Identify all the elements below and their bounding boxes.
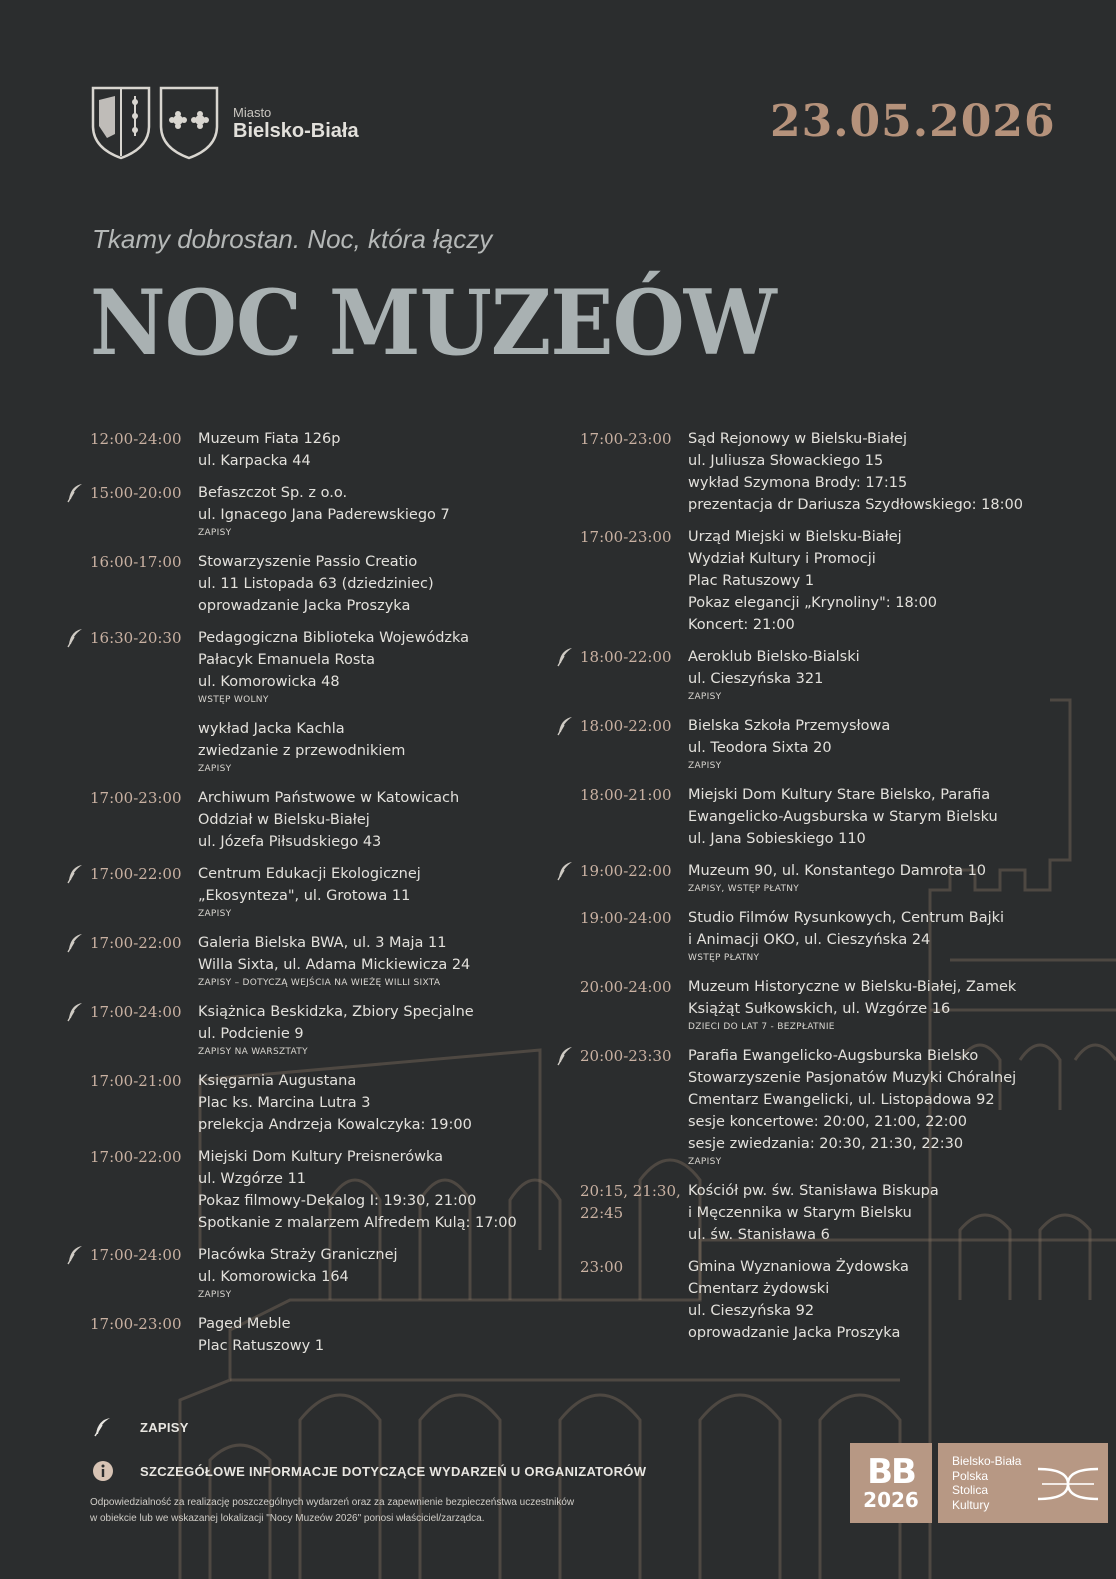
schedule-entry bbox=[66, 627, 506, 708]
entry-details bbox=[198, 1244, 506, 1303]
entry-line: zwiedzanie z przewodnikiem bbox=[198, 743, 406, 759]
entry-line: Cmentarz żydowski bbox=[688, 1281, 830, 1297]
entry-line: Plac ks. Marcina Lutra 3 bbox=[198, 1095, 371, 1111]
entry-details bbox=[688, 526, 1026, 636]
entry-line: prelekcja Andrzeja Kowalczyka: 19:00 bbox=[198, 1117, 472, 1133]
schedule-entry bbox=[556, 428, 1026, 516]
feather-icon bbox=[556, 1046, 574, 1066]
city-label-small: Miasto bbox=[233, 104, 272, 120]
entry-time: 20:00-23:30 bbox=[580, 1047, 672, 1065]
entry-icon-slot bbox=[556, 976, 580, 1035]
entry-note: ZAPISY bbox=[688, 692, 722, 702]
entry-line: Pedagogiczna Biblioteka Wojewódzka bbox=[198, 630, 470, 646]
entry-details bbox=[688, 1256, 1026, 1344]
entry-details bbox=[198, 551, 506, 617]
badge-line: Kultury bbox=[952, 1497, 990, 1512]
entry-line: Koncert: 21:00 bbox=[688, 617, 795, 633]
entry-details bbox=[688, 907, 1026, 966]
entry-details bbox=[198, 932, 506, 991]
entry-icon-slot bbox=[556, 1256, 580, 1344]
entry-time: 18:00-22:00 bbox=[580, 717, 672, 735]
entry-icon-slot bbox=[66, 482, 90, 541]
schedule-entry bbox=[556, 1256, 1026, 1344]
schedule-left-column bbox=[66, 428, 517, 1367]
schedule-entry bbox=[66, 1313, 506, 1357]
entry-time: 18:00-21:00 bbox=[580, 786, 672, 804]
entry-note: ZAPISY – DOTYCZĄ WEJŚCIA NA WIEŻĘ WILLI SIXTA bbox=[198, 978, 441, 988]
entry-details bbox=[688, 784, 1026, 850]
bb-2026-logo[interactable] bbox=[850, 1443, 932, 1523]
feather-icon bbox=[66, 483, 84, 503]
entry-icon-slot bbox=[556, 526, 580, 636]
schedule-entry bbox=[556, 784, 1026, 850]
schedule-entry bbox=[556, 1045, 1026, 1170]
entry-line: wykład Jacka Kachla bbox=[198, 721, 345, 737]
entry-details bbox=[688, 646, 1026, 705]
entry-line: „Ekosynteza", ul. Grotowa 11 bbox=[198, 888, 411, 904]
entry-line: Muzeum 90, ul. Konstantego Damrota 10 bbox=[688, 863, 987, 879]
entry-note: ZAPISY bbox=[688, 761, 722, 771]
entry-time bbox=[90, 718, 198, 777]
entry-line: ul. Teodora Sixta 20 bbox=[688, 740, 832, 756]
entry-time: 17:00-23:00 bbox=[90, 1315, 182, 1333]
entry-line: Archiwum Państwowe w Katowicach bbox=[198, 790, 460, 806]
entry-icon-slot bbox=[66, 428, 90, 472]
capital-of-culture-badge[interactable] bbox=[938, 1443, 1108, 1523]
entry-line: Placówka Straży Granicznej bbox=[198, 1247, 398, 1263]
entry-icon-slot bbox=[66, 1001, 90, 1060]
entry-note: ZAPISY bbox=[198, 1290, 232, 1300]
entry-line: Urząd Miejski w Bielsku-Białej bbox=[688, 529, 902, 545]
entry-details bbox=[688, 715, 1026, 774]
entry-note: ZAPISY, WSTĘP PŁATNY bbox=[688, 884, 800, 894]
entry-line: Willa Sixta, ul. Adama Mickiewicza 24 bbox=[198, 957, 471, 973]
entry-line: Befaszczot Sp. z o.o. bbox=[198, 485, 348, 501]
entry-line: ul. Jana Sobieskiego 110 bbox=[688, 831, 866, 847]
bb-logo-year: 2026 bbox=[863, 1488, 919, 1512]
feather-icon bbox=[66, 933, 84, 953]
entry-line: ul. Komorowicka 164 bbox=[198, 1269, 349, 1285]
entry-line: ul. Juliusza Słowackiego 15 bbox=[688, 453, 884, 469]
page-title: NOC MUZEÓW bbox=[90, 270, 776, 376]
schedule-entry bbox=[66, 1146, 517, 1234]
entry-line: Stowarzyszenie Pasjonatów Muzyki Chóralnej bbox=[688, 1070, 1017, 1086]
entry-line: ul. Cieszyńska 92 bbox=[688, 1303, 815, 1319]
schedule-right-column bbox=[556, 428, 1026, 1354]
info-icon bbox=[92, 1460, 114, 1482]
entry-line: Wydział Kultury i Promocji bbox=[688, 551, 876, 567]
entry-line: ul. Cieszyńska 321 bbox=[688, 671, 824, 687]
entry-line: prezentacja dr Dariusza Szydłowskiego: 18:00 bbox=[688, 497, 1023, 513]
entry-details bbox=[198, 627, 506, 708]
weave-icon bbox=[1036, 1461, 1100, 1507]
entry-details bbox=[688, 1045, 1026, 1170]
entry-line: Paged Meble bbox=[198, 1316, 291, 1332]
entry-icon-slot bbox=[66, 1070, 90, 1136]
schedule-entry bbox=[66, 428, 506, 472]
entry-line: ul. Komorowicka 48 bbox=[198, 674, 340, 690]
city-logo[interactable] bbox=[91, 85, 359, 161]
entry-line: Księgarnia Augustana bbox=[198, 1073, 357, 1089]
bb-logo-text: BB bbox=[867, 1452, 915, 1492]
entry-line: Spotkanie z malarzem Alfredem Kulą: 17:00 bbox=[198, 1215, 517, 1231]
entry-time: 17:00-22:00 bbox=[90, 1148, 182, 1166]
entry-time: 17:00-22:00 bbox=[90, 934, 182, 952]
entry-note: DZIECI DO LAT 7 - BEZPŁATNIE bbox=[688, 1022, 835, 1032]
event-date: 23.05.2026 bbox=[770, 96, 1056, 147]
schedule-entry bbox=[66, 718, 506, 777]
entry-line: ul. Wzgórze 11 bbox=[198, 1171, 307, 1187]
entry-time: 17:00-23:00 bbox=[90, 789, 182, 807]
entry-line: Muzeum Historyczne w Bielsku-Białej, Zamek bbox=[688, 979, 1017, 995]
entry-time: 17:00-24:00 bbox=[90, 1003, 182, 1021]
entry-line: Galeria Bielska BWA, ul. 3 Maja 11 bbox=[198, 935, 447, 951]
disclaimer-line-1: Odpowiedzialność za realizację poszczególnych wydarzeń oraz za zapewnienie bezpieczeństwa uczestników bbox=[90, 1497, 575, 1508]
entry-details bbox=[688, 428, 1026, 516]
entry-details bbox=[198, 863, 506, 922]
entry-icon-slot bbox=[66, 787, 90, 853]
schedule-entry bbox=[66, 482, 506, 541]
entry-line: i Animacji OKO, ul. Cieszyńska 24 bbox=[688, 932, 931, 948]
coat-of-arms-biala-icon bbox=[159, 86, 219, 160]
entry-icon-slot bbox=[556, 428, 580, 516]
schedule-entry bbox=[556, 976, 1026, 1035]
entry-time: 17:00-23:00 bbox=[580, 528, 672, 546]
entry-note: ZAPISY bbox=[198, 528, 232, 538]
legend-info bbox=[92, 1458, 646, 1484]
entry-line: Sąd Rejonowy w Bielsku-Białej bbox=[688, 431, 907, 447]
entry-time: 16:30-20:30 bbox=[90, 629, 182, 647]
entry-line: ul. Józefa Piłsudskiego 43 bbox=[198, 834, 382, 850]
entry-icon-slot bbox=[556, 1045, 580, 1170]
entry-line: Muzeum Fiata 126p bbox=[198, 431, 341, 447]
schedule-entry bbox=[556, 1180, 1026, 1246]
entry-note: WSTĘP PŁATNY bbox=[688, 953, 760, 963]
entry-line: Plac Ratuszowy 1 bbox=[198, 1338, 325, 1354]
entry-line: Kościół pw. św. Stanisława Biskupa bbox=[688, 1183, 939, 1199]
tagline: Tkamy dobrostan. Noc, która łączy bbox=[92, 224, 493, 254]
entry-details bbox=[198, 787, 506, 853]
entry-line: Gmina Wyznaniowa Żydowska bbox=[688, 1259, 909, 1275]
badge-line: Polska bbox=[952, 1468, 989, 1483]
schedule-entry bbox=[66, 1070, 506, 1136]
entry-line: Studio Filmów Rysunkowych, Centrum Bajki bbox=[688, 910, 1005, 926]
schedule-entry bbox=[66, 787, 506, 853]
entry-line: Cmentarz Ewangelicki, ul. Listopadowa 92 bbox=[688, 1092, 995, 1108]
entry-time: 19:00-24:00 bbox=[580, 909, 672, 927]
entry-details bbox=[688, 976, 1026, 1035]
feather-icon bbox=[556, 647, 574, 667]
legend-info-label: SZCZEGÓŁOWE INFORMACJE DOTYCZĄCE WYDARZEŃ U ORGANIZATORÓW bbox=[140, 1463, 647, 1479]
entry-icon-slot bbox=[66, 627, 90, 708]
entry-line: Plac Ratuszowy 1 bbox=[688, 573, 815, 589]
badge-line: Stolica bbox=[952, 1483, 989, 1497]
schedule-entry bbox=[556, 526, 1026, 636]
entry-details bbox=[198, 1001, 506, 1060]
schedule-entry bbox=[556, 907, 1026, 966]
entry-line: Centrum Edukacji Ekologicznej bbox=[198, 866, 421, 882]
entry-line: Bielska Szkoła Przemysłowa bbox=[688, 718, 891, 734]
entry-line: i Męczennika w Starym Bielsku bbox=[688, 1205, 912, 1221]
entry-time: 12:00-24:00 bbox=[90, 430, 182, 448]
schedule-entry bbox=[556, 715, 1026, 774]
entry-details bbox=[198, 718, 506, 777]
entry-line: ul. 11 Listopada 63 (dziedziniec) bbox=[198, 576, 434, 592]
entry-note: ZAPISY bbox=[198, 909, 232, 919]
entry-icon-slot bbox=[556, 784, 580, 850]
entry-line: ul. św. Stanisława 6 bbox=[688, 1227, 830, 1243]
feather-icon bbox=[556, 716, 574, 736]
schedule-entry bbox=[556, 860, 1026, 897]
entry-line: sesje zwiedzania: 20:30, 21:30, 22:30 bbox=[688, 1136, 964, 1152]
feather-icon bbox=[66, 628, 84, 648]
schedule-entry bbox=[66, 551, 506, 617]
entry-icon-slot bbox=[556, 1180, 580, 1246]
entry-icon-slot bbox=[556, 860, 580, 897]
entry-icon-slot bbox=[556, 907, 580, 966]
entry-icon-slot bbox=[66, 1146, 90, 1234]
entry-line: oprowadzanie Jacka Proszyka bbox=[688, 1325, 901, 1341]
disclaimer-line-2: w obiekcie lub we wskazanej lokalizacji "Nocy Muzeów 2026" ponosi właściciel/zarządca. bbox=[90, 1513, 485, 1524]
entry-line: Książąt Sułkowskich, ul. Wzgórze 16 bbox=[688, 1001, 951, 1017]
legend bbox=[92, 1414, 646, 1502]
coat-of-arms-bielsko-icon bbox=[91, 86, 151, 160]
entry-icon-slot bbox=[66, 718, 90, 777]
legend-signup bbox=[92, 1414, 646, 1440]
entry-time: 15:00-20:00 bbox=[90, 484, 182, 502]
entry-line: Ewangelicko-Augsburska w Starym Bielsku bbox=[688, 809, 998, 825]
schedule-entry bbox=[66, 863, 506, 922]
entry-note: ZAPISY bbox=[688, 1157, 722, 1167]
entry-line: Oddział w Bielsku-Białej bbox=[198, 812, 370, 828]
entry-time: 20:00-24:00 bbox=[580, 978, 672, 996]
entry-line: Pokaz elegancji „Krynoliny": 18:00 bbox=[688, 595, 938, 611]
entry-note: ZAPISY NA WARSZTATY bbox=[198, 1047, 308, 1057]
entry-line: Miejski Dom Kultury Stare Bielsko, Parafia bbox=[688, 787, 991, 803]
entry-time: 17:00-22:00 bbox=[90, 865, 182, 883]
entry-icon-slot bbox=[66, 551, 90, 617]
entry-time: 16:00-17:00 bbox=[90, 553, 182, 571]
entry-line: Pałacyk Emanuela Rosta bbox=[198, 652, 375, 668]
entry-time: 17:00-21:00 bbox=[90, 1072, 182, 1090]
legend-signup-label: ZAPISY bbox=[140, 1419, 189, 1435]
disclaimer bbox=[90, 1495, 730, 1527]
feather-icon bbox=[66, 1245, 84, 1265]
entry-details bbox=[198, 482, 506, 541]
entry-details bbox=[688, 860, 1026, 897]
entry-line: Aeroklub Bielsko-Bialski bbox=[688, 649, 860, 665]
entry-time: 19:00-22:00 bbox=[580, 862, 672, 880]
entry-icon-slot bbox=[66, 863, 90, 922]
entry-time: 17:00-24:00 bbox=[90, 1246, 182, 1264]
entry-icon-slot bbox=[66, 932, 90, 991]
entry-details bbox=[198, 428, 506, 472]
feather-icon bbox=[66, 864, 84, 884]
entry-icon-slot bbox=[66, 1313, 90, 1357]
entry-note: ZAPISY bbox=[198, 764, 232, 774]
entry-line: Stowarzyszenie Passio Creatio bbox=[198, 554, 418, 570]
entry-time: 17:00-23:00 bbox=[580, 430, 672, 448]
entry-details bbox=[688, 1180, 1026, 1246]
schedule-entry bbox=[66, 1244, 506, 1303]
city-name-block bbox=[233, 106, 359, 141]
schedule-entry bbox=[556, 646, 1026, 705]
feather-icon bbox=[556, 861, 574, 881]
entry-line: oprowadzanie Jacka Proszyka bbox=[198, 598, 411, 614]
entry-time: 20:15, 21:30, 22:45 bbox=[580, 1182, 681, 1222]
feather-icon bbox=[92, 1416, 114, 1438]
entry-line: Pokaz filmowy-Dekalog I: 19:30, 21:00 bbox=[198, 1193, 477, 1209]
schedule-entry bbox=[66, 1001, 506, 1060]
entry-line: Parafia Ewangelicko-Augsburska Bielsko bbox=[688, 1048, 979, 1064]
entry-time: 18:00-22:00 bbox=[580, 648, 672, 666]
entry-icon-slot bbox=[556, 715, 580, 774]
entry-line: ul. Ignacego Jana Paderewskiego 7 bbox=[198, 507, 450, 523]
capital-of-culture-text bbox=[952, 1454, 1021, 1512]
entry-time: 23:00 bbox=[580, 1258, 624, 1276]
entry-line: wykład Szymona Brody: 17:15 bbox=[688, 475, 908, 491]
city-label-name: Bielsko-Biała bbox=[233, 119, 359, 142]
schedule-entry bbox=[66, 932, 506, 991]
entry-line: ul. Podcienie 9 bbox=[198, 1026, 304, 1042]
entry-line: Miejski Dom Kultury Preisnerówka bbox=[198, 1149, 444, 1165]
entry-line: Książnica Beskidzka, Zbiory Specjalne bbox=[198, 1004, 474, 1020]
badge-line: Bielsko-Biała bbox=[952, 1454, 1022, 1468]
feather-icon bbox=[66, 1002, 84, 1022]
entry-icon-slot bbox=[66, 1244, 90, 1303]
entry-details bbox=[198, 1146, 517, 1234]
entry-line: sesje koncertowe: 20:00, 21:00, 22:00 bbox=[688, 1114, 968, 1130]
entry-line: ul. Karpacka 44 bbox=[198, 453, 311, 469]
entry-icon-slot bbox=[556, 646, 580, 705]
entry-note: WSTĘP WOLNY bbox=[198, 695, 269, 705]
entry-details bbox=[198, 1313, 506, 1357]
entry-details bbox=[198, 1070, 506, 1136]
